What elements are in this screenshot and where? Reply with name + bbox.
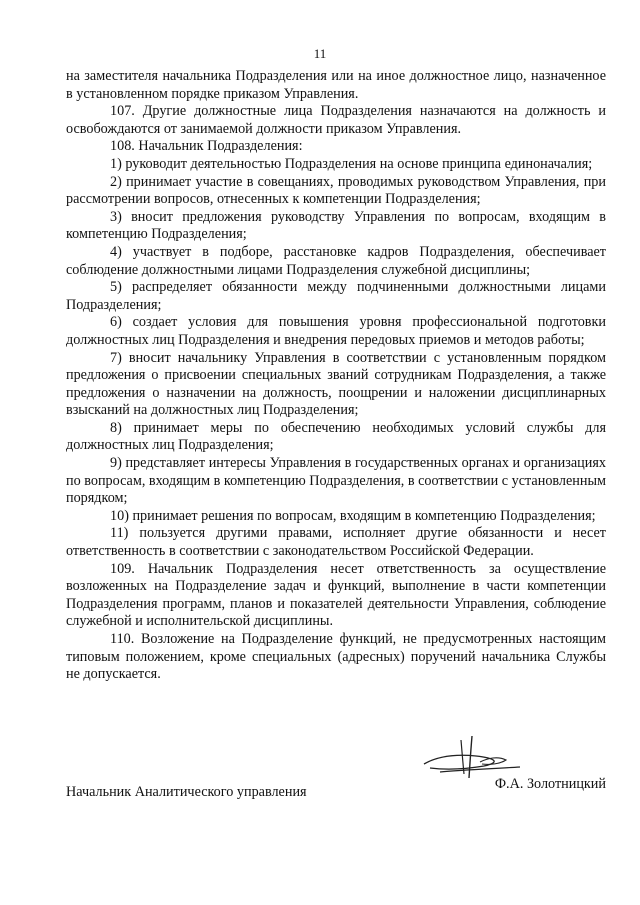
signatory-name: Ф.А. Золотницкий xyxy=(494,776,606,792)
paragraph: 6) создает условия для повышения уровня профессиональной подготовки должностных лиц Подразделения и внедрения передовых приемов и методов работы; xyxy=(66,314,606,348)
paragraph: 2) принимает участие в совещаниях, проводимых руководством Управления, при рассмотрении вопросов, отнесенных к компетенции Подразделения; xyxy=(66,173,606,208)
paragraph: 5) распределяет обязанности между подчиненными должностными лицами Подразделения; xyxy=(66,279,606,313)
paragraph: 9) представляет интересы Управления в государственных органах и организациях по вопросам, входящим в компетенцию Подразделения, в соответствии с установленным порядком; xyxy=(66,455,606,507)
paragraph: 3) вносит предложения руководству Управления по вопросам, входящим в компетенцию Подразделения; xyxy=(66,208,606,243)
paragraph: 1) руководит деятельностью Подразделения на основе принципа единоначалия; xyxy=(110,155,593,172)
paragraph: 7) вносит начальнику Управления в соответствии с установленным порядком предложения о присвоении специальных званий сотрудникам Подразделения, а также предложения о назначении на должность, поощрении и наложении дисциплинарных взысканий на должностных лиц Подразделения; xyxy=(66,349,606,419)
paragraph: 11) пользуется другими правами, исполняет другие обязанности и несет ответственность в соответствии с законодательством Российской Федерации. xyxy=(66,525,606,560)
signature-block xyxy=(66,776,606,816)
paragraph: 110. Возложение на Подразделение функций, не предусмотренных настоящим типовым положением, кроме специальных (адресных) поручений начальника Службы не допускается. xyxy=(66,631,606,683)
paragraph: 109. Начальник Подразделения несет ответственность за осуществление возложенных на Подразделение задач и функций, выполнение в части компетенции Подразделения программ, планов и показателей деятельности Управления, соблюдение служебной и исполнительской дисциплины. xyxy=(66,560,606,630)
paragraph: 107. Другие должностные лица Подразделения назначаются на должность и освобождаются от занимаемой должности приказом Управления. xyxy=(66,103,606,137)
paragraph: на заместителя начальника Подразделения или на иное должностное лицо, назначенное в установленном порядке приказом Управления. xyxy=(66,68,606,102)
paragraph: 8) принимает меры по обеспечению необходимых условий службы для должностных лиц Подразделения; xyxy=(66,419,606,454)
page-number: 11 xyxy=(313,46,327,61)
paragraph: 4) участвует в подборе, расстановке кадров Подразделения, обеспечивает соблюдение должностными лицами Подразделения служебной дисциплины; xyxy=(66,243,606,278)
signatory-position: Начальник Аналитического управления xyxy=(66,784,307,800)
paragraph: 108. Начальник Подразделения: xyxy=(110,138,303,155)
paragraph: 10) принимает решения по вопросам, входящим в компетенцию Подразделения; xyxy=(110,507,596,524)
document-body xyxy=(66,68,606,684)
